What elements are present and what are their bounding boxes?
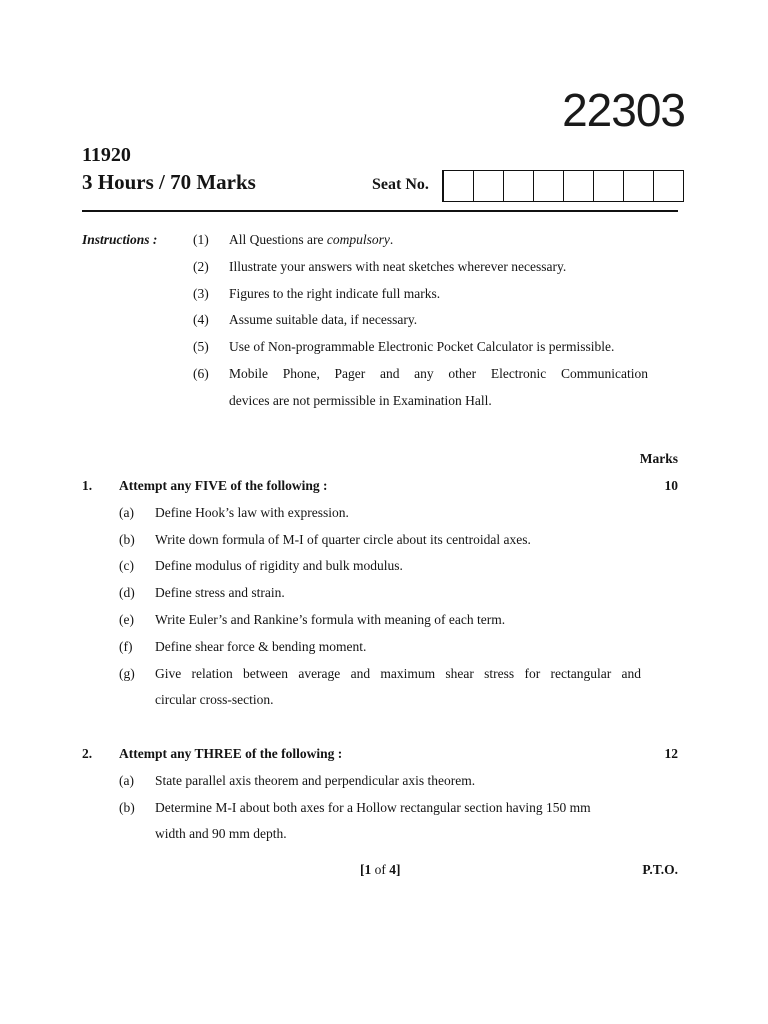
instruction-number: (3) bbox=[193, 285, 209, 301]
page-indicator bbox=[360, 862, 401, 878]
part-text: Determine M-I about both axes for a Hollow rectangular section having 150 mm bbox=[155, 799, 591, 815]
question-title: Attempt any THREE of the following : bbox=[119, 746, 343, 761]
part-label: (c) bbox=[119, 558, 134, 574]
page-current: 1 bbox=[364, 862, 372, 877]
instruction-text: Use of Non-programmable Electronic Pocket Calculator is permissible. bbox=[229, 339, 615, 355]
seat-no-boxes bbox=[442, 170, 684, 202]
part-text: Define stress and strain. bbox=[155, 585, 285, 601]
question-number: 1. bbox=[82, 478, 93, 493]
question-marks: 10 bbox=[664, 478, 678, 493]
seat-no-label: Seat No. bbox=[372, 176, 429, 193]
instruction-text bbox=[229, 232, 393, 248]
instruction-text-part: All Questions are bbox=[229, 232, 327, 247]
part-label: (f) bbox=[119, 638, 133, 654]
marks-column-header: Marks bbox=[639, 451, 678, 466]
duration-marks: 3 Hours / 70 Marks bbox=[82, 170, 256, 194]
instruction-number: (6) bbox=[193, 366, 209, 381]
part-label: (b) bbox=[119, 799, 135, 815]
question-number: 2. bbox=[82, 746, 93, 761]
instruction-emphasis: compulsory bbox=[326, 232, 390, 247]
question-marks: 12 bbox=[664, 746, 678, 761]
part-text: Write down formula of M-I of quarter circle about its centroidal axes. bbox=[155, 531, 531, 547]
instruction-text: Assume suitable data, if necessary. bbox=[229, 312, 418, 328]
part-text: Define shear force & bending moment. bbox=[155, 638, 367, 654]
part-text: width and 90 mm depth. bbox=[155, 826, 287, 842]
paper-code: 11920 bbox=[82, 144, 131, 166]
part-label: (g) bbox=[119, 665, 135, 681]
part-label: (d) bbox=[119, 585, 135, 601]
part-text: Define modulus of rigidity and bulk modulus. bbox=[155, 558, 403, 574]
document-code: 22303 bbox=[562, 84, 685, 136]
please-turn-over: P.T.O. bbox=[642, 862, 678, 877]
instruction-text: Figures to the right indicate full marks. bbox=[229, 285, 441, 301]
page-of: of bbox=[371, 862, 390, 877]
seat-no-cell[interactable] bbox=[444, 171, 474, 201]
question-title: Attempt any FIVE of the following : bbox=[119, 478, 328, 493]
instruction-number: (5) bbox=[193, 339, 209, 355]
page-bracket-open: [ bbox=[360, 862, 365, 877]
part-text: circular cross-section. bbox=[155, 692, 274, 708]
part-text: Define Hook’s law with expression. bbox=[155, 504, 349, 520]
instructions-label: Instructions : bbox=[82, 232, 158, 247]
page-total: 4 bbox=[389, 862, 396, 877]
seat-no-cell[interactable] bbox=[624, 171, 654, 201]
seat-no-cell[interactable] bbox=[594, 171, 624, 201]
instruction-text: Mobile Phone, Pager and any other Electronic Communication bbox=[229, 366, 648, 381]
part-label: (b) bbox=[119, 531, 135, 547]
header-divider bbox=[82, 210, 678, 212]
instruction-number: (1) bbox=[193, 232, 209, 247]
instruction-text: devices are not permissible in Examination Hall. bbox=[229, 392, 492, 408]
instruction-text: Illustrate your answers with neat sketches wherever necessary. bbox=[229, 258, 567, 274]
part-text: Give relation between average and maximum shear stress for rectangular and bbox=[155, 665, 641, 681]
seat-no-cell[interactable] bbox=[564, 171, 594, 201]
part-label: (a) bbox=[119, 504, 134, 520]
part-label: (a) bbox=[119, 772, 134, 788]
instruction-number: (4) bbox=[193, 312, 209, 328]
seat-no-cell[interactable] bbox=[654, 171, 683, 201]
instruction-number: (2) bbox=[193, 258, 209, 274]
seat-no-cell[interactable] bbox=[534, 171, 564, 201]
part-label: (e) bbox=[119, 612, 134, 627]
seat-no-cell[interactable] bbox=[504, 171, 534, 201]
page-bracket-close: ] bbox=[396, 862, 401, 877]
part-text: Write Euler’s and Rankine’s formula with meaning of each term. bbox=[155, 612, 506, 627]
seat-no-cell[interactable] bbox=[474, 171, 504, 201]
instruction-text-part: . bbox=[389, 232, 394, 247]
part-text: State parallel axis theorem and perpendicular axis theorem. bbox=[155, 772, 476, 788]
